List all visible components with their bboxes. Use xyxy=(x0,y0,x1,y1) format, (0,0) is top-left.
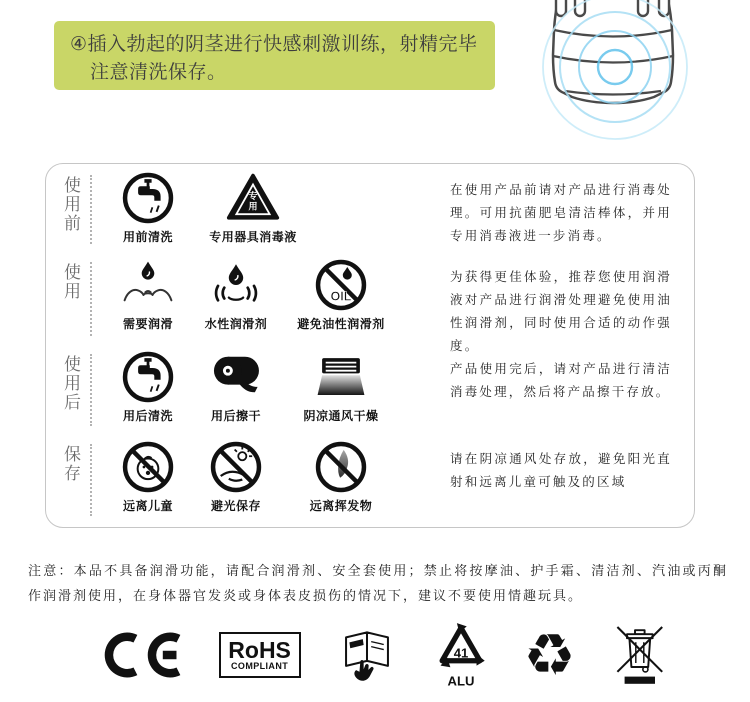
disinfectant-char-1: 专 xyxy=(248,190,258,201)
icon-cell xyxy=(104,171,192,253)
icon-cell xyxy=(280,258,402,345)
lubrication-needed-icon xyxy=(121,258,175,312)
care-row-after-use xyxy=(46,345,694,434)
icons-use xyxy=(92,253,448,345)
no-oil-lubricant-icon xyxy=(314,258,368,312)
certification-icons-row xyxy=(95,612,667,698)
caution-notice-text: 注意：本品不具备润滑功能，请配合润滑剂、安全套使用；禁止将按摩油、护手霜、清洁剂、汽油或丙酮作润滑剂使用，在身体器官发炎或身体表皮损伤的情况下，建议不要使用情趣玩具。 xyxy=(28,563,728,603)
care-desc-use: 为获得更佳体验，推荐您使用润滑液对产品进行润滑处理避免使用油性润滑剂，同时使用合适的动作强度。 xyxy=(450,270,672,354)
icons-after-use xyxy=(92,345,448,434)
icon-cell xyxy=(192,258,280,345)
care-desc-after-use: 产品使用完后，请对产品进行清洁消毒处理，然后将产品擦干存放。 xyxy=(450,362,672,400)
device-body xyxy=(553,0,673,103)
icon-cell xyxy=(104,258,192,345)
keep-away-children-icon xyxy=(121,440,175,494)
stage-label-after-use: 使用后 xyxy=(61,355,80,413)
icon-label: 专用器具消毒液 xyxy=(209,230,297,244)
care-desc-before-use: 在使用产品前请对产品进行消毒处理。可用抗菌肥皂清洁棒体，并用专用消毒液进一步消毒。 xyxy=(450,183,672,243)
instruction-step-text: ④插入勃起的阴茎进行快感刺激训练，射精完毕注意清洗保存。 xyxy=(70,34,478,83)
care-row-before-use xyxy=(46,166,694,253)
icon-cell xyxy=(280,440,402,525)
oil-text: OIL xyxy=(330,289,352,304)
icon-label: 远离儿童 xyxy=(122,498,173,513)
care-row-use xyxy=(46,253,694,354)
rohs-compliant-badge xyxy=(219,632,301,678)
alu-label: ALU xyxy=(447,673,475,689)
rohs-compliant-label: COMPLIANT xyxy=(231,661,289,671)
icon-cell xyxy=(192,350,280,434)
stage-label-before-use: 使用前 xyxy=(61,176,80,233)
ce-mark-icon xyxy=(95,627,183,683)
wash-before-use-icon xyxy=(121,171,175,225)
icon-label: 用后擦干 xyxy=(210,409,261,424)
read-manual-icon xyxy=(336,624,398,686)
water-based-lubricant-icon xyxy=(209,258,263,312)
keep-away-volatiles-icon xyxy=(314,440,368,494)
avoid-light-icon xyxy=(209,440,263,494)
ventilated-dry-icon xyxy=(314,350,368,404)
disinfectant-char-2: 用 xyxy=(248,201,258,212)
care-instructions-box xyxy=(45,163,695,528)
icon-cell xyxy=(192,171,314,253)
icon-cell xyxy=(104,440,192,525)
care-desc-storage: 请在阴凉通风处存放，避免阳光直射和远离儿童可触及的区域 xyxy=(450,451,672,489)
icon-label: 用前清洗 xyxy=(122,230,173,244)
instruction-step-banner xyxy=(54,21,495,90)
stage-label-storage: 保存 xyxy=(61,444,80,483)
wipe-dry-icon xyxy=(209,350,263,404)
icon-label: 远离挥发物 xyxy=(309,498,373,513)
alu-41-triangle-icon xyxy=(434,618,488,692)
icon-label: 阴凉通风干燥 xyxy=(303,409,379,424)
care-row-storage xyxy=(46,435,694,525)
alu-number: 41 xyxy=(453,645,469,661)
dedicated-disinfectant-icon xyxy=(226,171,280,225)
weee-crossed-bin-icon xyxy=(611,616,667,694)
icon-cell xyxy=(104,350,192,434)
wash-after-use-icon xyxy=(121,350,175,404)
icon-label: 避免油性润滑剂 xyxy=(297,317,385,332)
product-device-illustration xyxy=(538,0,750,145)
rohs-label: RoHS xyxy=(228,637,291,663)
alu-41-recycling-badge xyxy=(434,618,488,692)
icon-label: 用后清洗 xyxy=(122,409,173,424)
recycle-mobius-icon: ♻ xyxy=(523,621,576,689)
icon-label: 需要润滑 xyxy=(122,317,173,332)
icon-cell xyxy=(280,350,402,434)
icons-storage xyxy=(92,435,448,525)
icon-cell xyxy=(192,440,280,525)
icons-before-use xyxy=(92,166,448,253)
icon-label: 水性润滑剂 xyxy=(204,317,268,332)
stage-label-use: 使用 xyxy=(61,263,80,302)
icon-label: 避光保存 xyxy=(210,498,261,513)
